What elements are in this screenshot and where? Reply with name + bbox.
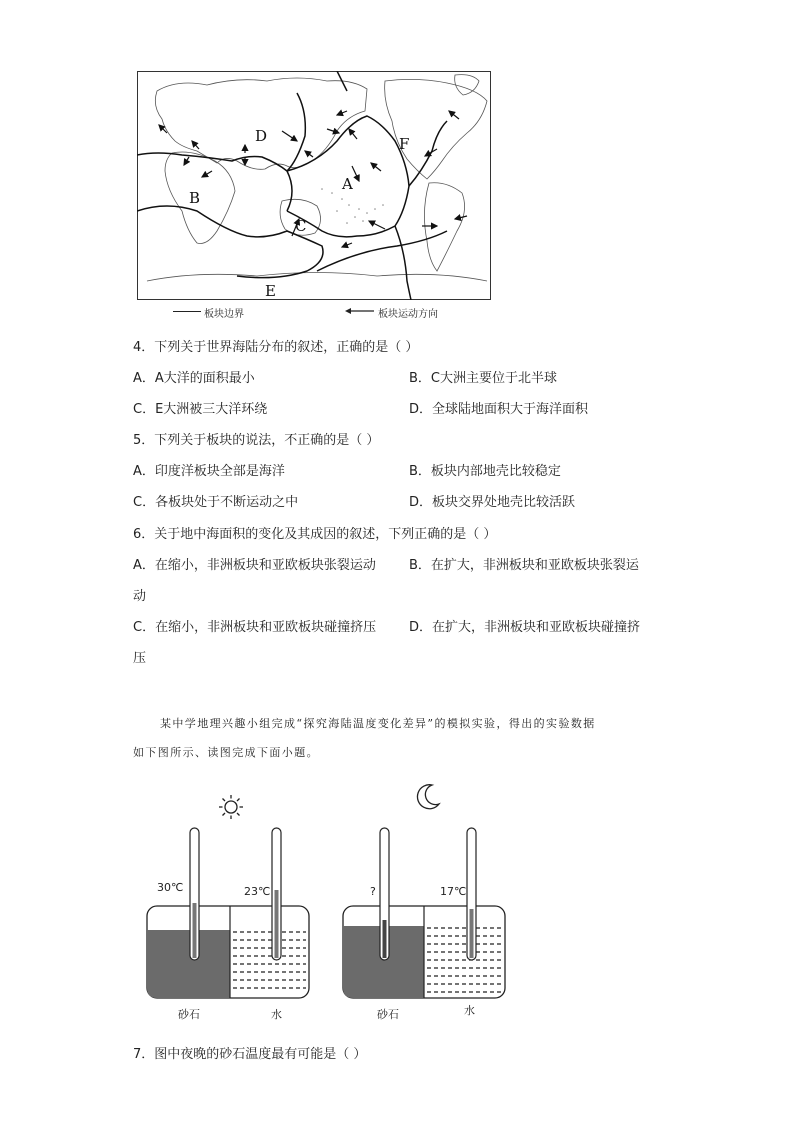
moon-icon	[412, 782, 442, 812]
day-water-temp: 23℃	[244, 885, 271, 898]
legend-boundary-line	[173, 311, 201, 312]
night-water-label: 水	[464, 1004, 475, 1017]
night-water-temp: 17℃	[440, 885, 467, 898]
experiment-intro-line-2: 如下图所示、读图完成下面小题。	[133, 746, 319, 759]
question-4-option-a[interactable]: A．A大洋的面积最小	[133, 371, 255, 386]
question-5-option-d[interactable]: D．板块交界处地壳比较活跃	[409, 495, 576, 510]
experiment-intro-line-1: 某中学地理兴趣小组完成“探究海陆温度变化差异”的模拟实验，得出的实验数据	[160, 717, 596, 730]
plate-label-f: F	[399, 135, 410, 153]
plate-label-e: E	[265, 282, 276, 300]
question-6-option-d-wrap: 压	[133, 651, 147, 666]
plate-label-b: B	[189, 189, 201, 207]
legend-direction-label: 板块运动方向	[378, 309, 438, 320]
question-5-stem: 5．下列关于板块的说法，不正确的是（ ）	[133, 433, 380, 448]
night-experiment	[336, 820, 516, 1010]
question-6-stem: 6．关于地中海面积的变化及其成因的叙述，下列正确的是（ ）	[133, 527, 497, 542]
day-sand-temp: 30℃	[157, 881, 184, 894]
question-4-option-d[interactable]: D．全球陆地面积大于海洋面积	[409, 402, 589, 417]
question-6-option-b[interactable]: B．在扩大，非洲板块和亚欧板块张裂运	[409, 558, 639, 573]
sun-icon	[218, 794, 244, 820]
question-4-option-b[interactable]: B．C大洲主要位于北半球	[409, 371, 557, 386]
plate-label-c: C	[295, 217, 307, 235]
question-6-option-c[interactable]: C．在缩小，非洲板块和亚欧板块碰撞挤压	[133, 620, 377, 635]
question-5-option-a[interactable]: A．印度洋板块全部是海洋	[133, 464, 285, 479]
question-5-option-b[interactable]: B．板块内部地壳比较稳定	[409, 464, 561, 479]
question-4-option-c[interactable]: C．E大洲被三大洋环绕	[133, 402, 268, 417]
plate-label-d: D	[255, 127, 268, 145]
night-sand-temp: ?	[370, 885, 376, 898]
day-water-label: 水	[271, 1008, 282, 1021]
day-sand-label: 砂石	[178, 1008, 200, 1021]
question-6-option-b-wrap: 动	[133, 589, 147, 604]
day-experiment	[140, 820, 320, 1010]
question-7-stem: 7．图中夜晚的砂石温度最有可能是（ ）	[133, 1047, 367, 1062]
legend-arrow-icon	[345, 306, 375, 316]
question-4-stem: 4．下列关于世界海陆分布的叙述，正确的是（ ）	[133, 340, 419, 355]
question-5-option-c[interactable]: C．各板块处于不断运动之中	[133, 495, 299, 510]
day-sand	[147, 930, 230, 998]
plate-label-a: A	[342, 175, 353, 193]
plate-map	[137, 71, 491, 300]
question-6-option-a[interactable]: A．在缩小，非洲板块和亚欧板块张裂运动	[133, 558, 376, 573]
legend-boundary-label: 板块边界	[204, 309, 244, 320]
question-6-option-d[interactable]: D．在扩大，非洲板块和亚欧板块碰撞挤	[409, 620, 641, 635]
night-sand-label: 砂石	[377, 1008, 399, 1021]
